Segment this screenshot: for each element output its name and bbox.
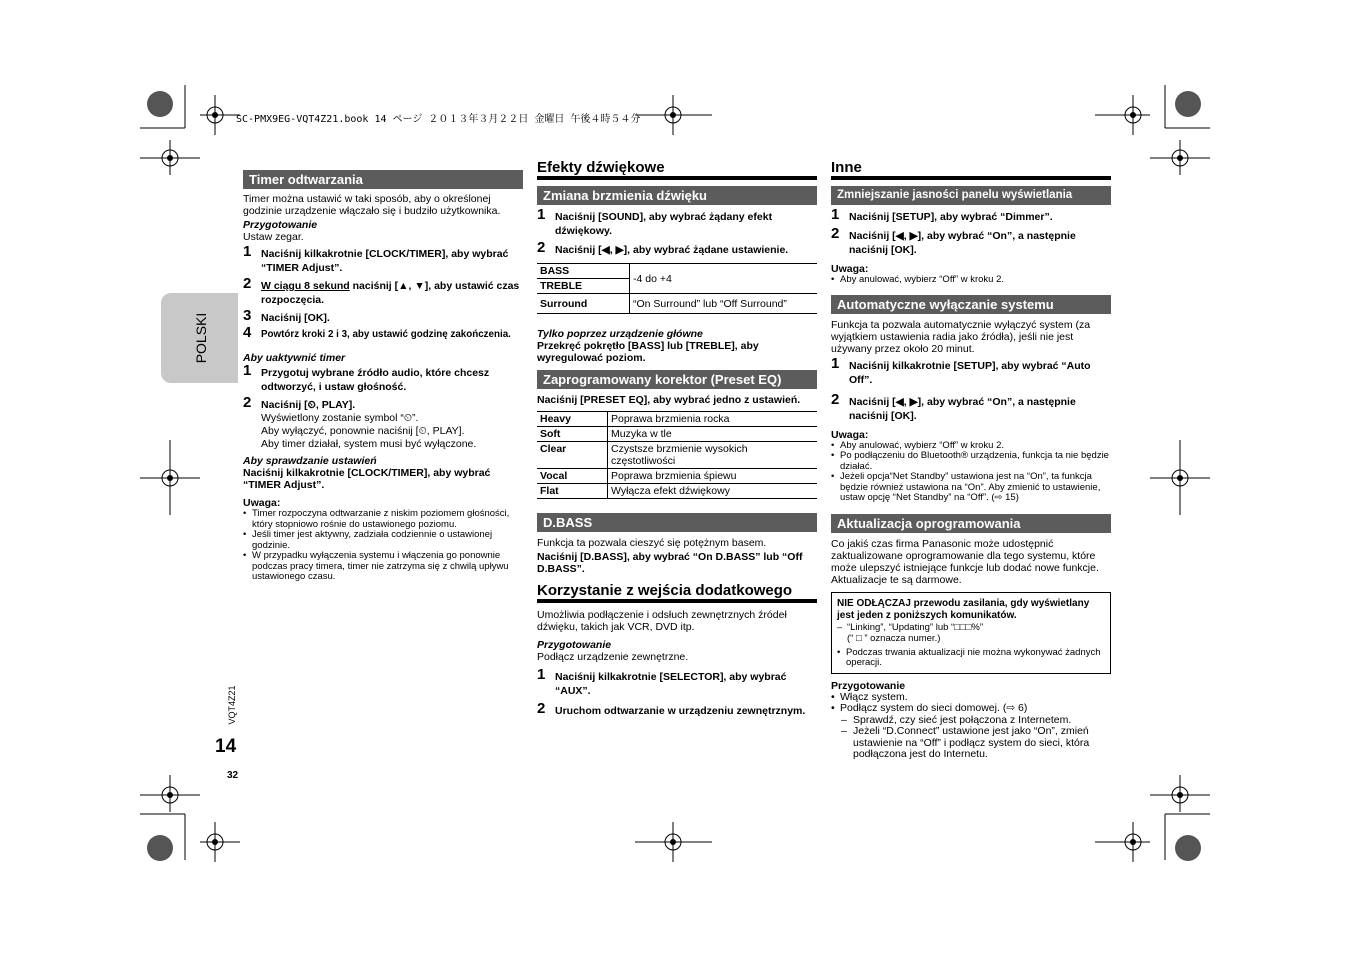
table-row: Vocal Poprawa brzmienia śpiewu: [537, 469, 817, 484]
column-sound-effects: [537, 159, 817, 718]
update-prep-subitems: [831, 715, 1111, 761]
aux-intro: Umożliwia podłączenie i odsłuch zewnętrznych źródeł dźwięku, takich jak VCR, DVD itp.: [537, 609, 787, 633]
sound-step-1: 1 Naciśnij [SOUND], aby wybrać żądany efekt dźwiękowy.: [537, 206, 773, 237]
note-item: • Jeżeli opcja“Net Standby” ustawiona jest na “On”, ta funkcja będzie również ustawiona na “On”. Aby zmienić to ustawienie, ustaw opcję “Net Standby” na “Off”. (⇨ 15): [831, 472, 1111, 504]
note-label: Uwaga:: [243, 497, 281, 509]
auto-off-step-1: 1 Naciśnij kilkakrotnie [SETUP], aby wybrać “Auto Off”.: [831, 354, 1091, 386]
subsection-title-preset-eq: Zaprogramowany korektor (Preset EQ): [537, 370, 817, 389]
subsection-title-dimmer: Zmniejszanie jasności panelu wyświetlania: [831, 186, 1111, 205]
list-item: – Jeżeli “D.Connect” ustawione jest jako “On”, zmień ustawienie na “Off” i podłącz system do sieci, która podłączona jest do Internetu.: [831, 726, 1111, 761]
dimmer-notes: [831, 275, 1111, 286]
prep-label: Przygotowanie: [243, 219, 318, 231]
note-item: • Timer rozpoczyna odtwarzanie z niskim poziomem głośności, który stopniowo rośnie do ustawionego poziomu.: [243, 509, 523, 530]
check-label: Aby sprawdzanie ustawień: [243, 455, 377, 467]
subsection-title-software-update: Aktualizacja oprogramowania: [831, 514, 1111, 533]
table-row: Clear Czystsze brzmienie wysokich częstotliwości: [537, 442, 817, 469]
timer-intro: Timer można ustawić w taki sposób, aby o określonej godzinie urządzenie włączało się i budziło użytkownika.: [243, 193, 501, 217]
section-title-other: Inne: [831, 162, 1111, 180]
activate-step-2: 2 Naciśnij [⏲, PLAY]. Wyświetlony zostanie symbol “⏲”. Aby wyłączyć, ponownie naciśnij [⏲, PLAY]. Aby timer działał, system musi być wyłączone.: [243, 394, 477, 450]
note-item: • Aby anulować, wybierz “Off” w kroku 2.: [831, 275, 1111, 286]
section-title-timer: Timer odtwarzania: [243, 170, 523, 189]
page-number: 14: [215, 736, 237, 757]
column-timer: [243, 170, 523, 583]
warning-box: [831, 592, 1111, 674]
preset-eq-table: [537, 411, 817, 499]
software-update-intro: Co jakiś czas firma Panasonic może udostępnić zaktualizowane oprogramowanie dla tego systemu, które może ulepszyć istniejące funkcje lub dodać nowe funkcje. Aktualizacje te są darmowe.: [831, 537, 1099, 586]
table-cell: -4 do +4: [630, 264, 818, 294]
dimmer-step-1: 1 Naciśnij [SETUP], aby wybrać “Dimmer”.: [831, 206, 1053, 223]
warning-title: NIE ODŁĄCZAJ przewodu zasilania, gdy wyświetlany jest jeden z poniższych komunikatów.: [837, 597, 1090, 621]
table-row: Flat Wyłącza efekt dźwiękowy: [537, 484, 817, 499]
main-only-text: Przekręć pokrętło [BASS] lub [TREBLE], aby wyregulować poziom.: [537, 340, 759, 364]
column-other: [831, 159, 1111, 761]
auto-off-notes: [831, 441, 1111, 504]
aux-prep-text: Podłącz urządzenie zewnętrzne.: [537, 651, 689, 663]
auto-off-step-2: 2 Naciśnij [◀, ▶], aby wybrać “On”, a następnie naciśnij [OK].: [831, 390, 1076, 422]
aux-prep-label: Przygotowanie: [537, 639, 612, 651]
activate-label: Aby uaktywnić timer: [243, 352, 346, 364]
timer-step-4: 4 Powtórz kroki 2 i 3, aby ustawić godzinę zakończenia.: [243, 324, 511, 341]
auto-off-intro: Funkcja ta pozwala automatycznie wyłączyć system (za wyjątkiem ustawienia radia jako źródła), jeśli nie jest używany przez około 20 minut.: [831, 318, 1091, 355]
sound-step-2: 2 Naciśnij [◀, ▶], aby wybrać żądane ustawienie.: [537, 239, 789, 256]
auto-off-note-label: Uwaga:: [831, 428, 869, 441]
section-title-sound-effects: Efekty dźwiękowe: [537, 162, 817, 180]
table-cell: BASS: [537, 264, 630, 279]
warning-bullets: [837, 648, 1105, 669]
dimmer-note-label: Uwaga:: [831, 263, 869, 275]
prep-text: Ustaw zegar.: [243, 231, 304, 243]
activate-step-1: 1 Przygotuj wybrane źródło audio, które chcesz odtworzyć, i ustaw głośność.: [243, 362, 490, 393]
note-item: • Jeśli timer jest aktywny, zadziała codziennie o ustawionej godzinie.: [243, 530, 523, 551]
check-text: Naciśnij kilkakrotnie [CLOCK/TIMER], aby wybrać “TIMER Adjust”.: [243, 467, 491, 491]
subsection-title-dbass: D.BASS: [537, 513, 817, 532]
table-row: Heavy Poprawa brzmienia rocka: [537, 412, 817, 427]
preset-eq-text: Naciśnij [PRESET EQ], aby wybrać jedno z ustawień.: [537, 394, 801, 406]
timer-step-1: 1 Naciśnij kilkakrotnie [CLOCK/TIMER], aby wybrać “TIMER Adjust”.: [243, 243, 509, 274]
list-item: • Włącz system.: [831, 692, 1111, 704]
book-header-line: SC-PMX9EG-VQT4Z21.book 14 ページ ２０１３年３月２２日 金曜日 午後４時５４分: [236, 114, 641, 125]
note-item: • Aby anulować, wybierz “Off” w kroku 2.: [831, 441, 1111, 452]
note-item: • Podczas trwania aktualizacji nie można wykonywać żadnych operacji.: [837, 648, 1105, 669]
timer-step-3: 3 Naciśnij [OK].: [243, 307, 330, 324]
note-item: • W przypadku wyłączenia systemu i włączenia go ponownie podczas pracy timera, timer nie zatrzyma się z chwilą upływu ustawionego czasu.: [243, 551, 523, 583]
list-item: • Podłącz system do sieci domowej. (⇨ 6): [831, 703, 1111, 715]
note-item: • Po podłączeniu do Bluetooth® urządzenia, funkcja ta nie będzie działać.: [831, 451, 1111, 472]
timer-notes: [243, 509, 523, 583]
main-only-label: Tylko poprzez urządzenie główne: [537, 328, 703, 340]
aux-step-1: 1 Naciśnij kilkakrotnie [SELECTOR], aby wybrać “AUX”.: [537, 666, 787, 697]
aux-step-2: 2 Uruchom odtwarzanie w urządzeniu zewnętrznym.: [537, 700, 806, 717]
table-cell: “On Surround” lub “Off Surround”: [630, 294, 818, 314]
warning-dash-item: – “Linking”, “Updating” lub “□□□%” (“ □ ” oznacza numer.): [837, 621, 984, 644]
subsection-title-sound-change: Zmiana brzmienia dźwięku: [537, 186, 817, 205]
dbass-intro: Funkcja ta pozwala cieszyć się potężnym basem.: [537, 537, 767, 549]
timer-step-2: 2 W ciągu 8 sekund naciśnij [▲, ▼], aby ustawić czas rozpoczęcia.: [243, 275, 520, 306]
list-item: – Sprawdź, czy sieć jest połączona z Internetem.: [831, 715, 1111, 727]
language-tab-label: POLSKI: [193, 312, 209, 364]
language-tab: [161, 293, 238, 383]
dbass-text: Naciśnij [D.BASS], aby wybrać “On D.BASS” lub “Off D.BASS”.: [537, 551, 803, 575]
subsection-title-auto-off: Automatyczne wyłączanie systemu: [831, 295, 1111, 314]
document-code: VQT4Z21: [227, 685, 237, 725]
page-subnumber: 32: [227, 770, 239, 781]
section-title-aux: Korzystanie z wejścia dodatkowego: [537, 585, 817, 603]
update-prep-list: [831, 692, 1111, 715]
table-cell: TREBLE: [537, 279, 630, 294]
update-prep-label: Przygotowanie: [831, 679, 906, 692]
table-row: Soft Muzyka w tle: [537, 427, 817, 442]
dimmer-step-2: 2 Naciśnij [◀, ▶], aby wybrać “On”, a następnie naciśnij [OK].: [831, 225, 1076, 256]
sound-settings-table: [537, 263, 817, 314]
table-cell: Surround: [537, 294, 630, 314]
